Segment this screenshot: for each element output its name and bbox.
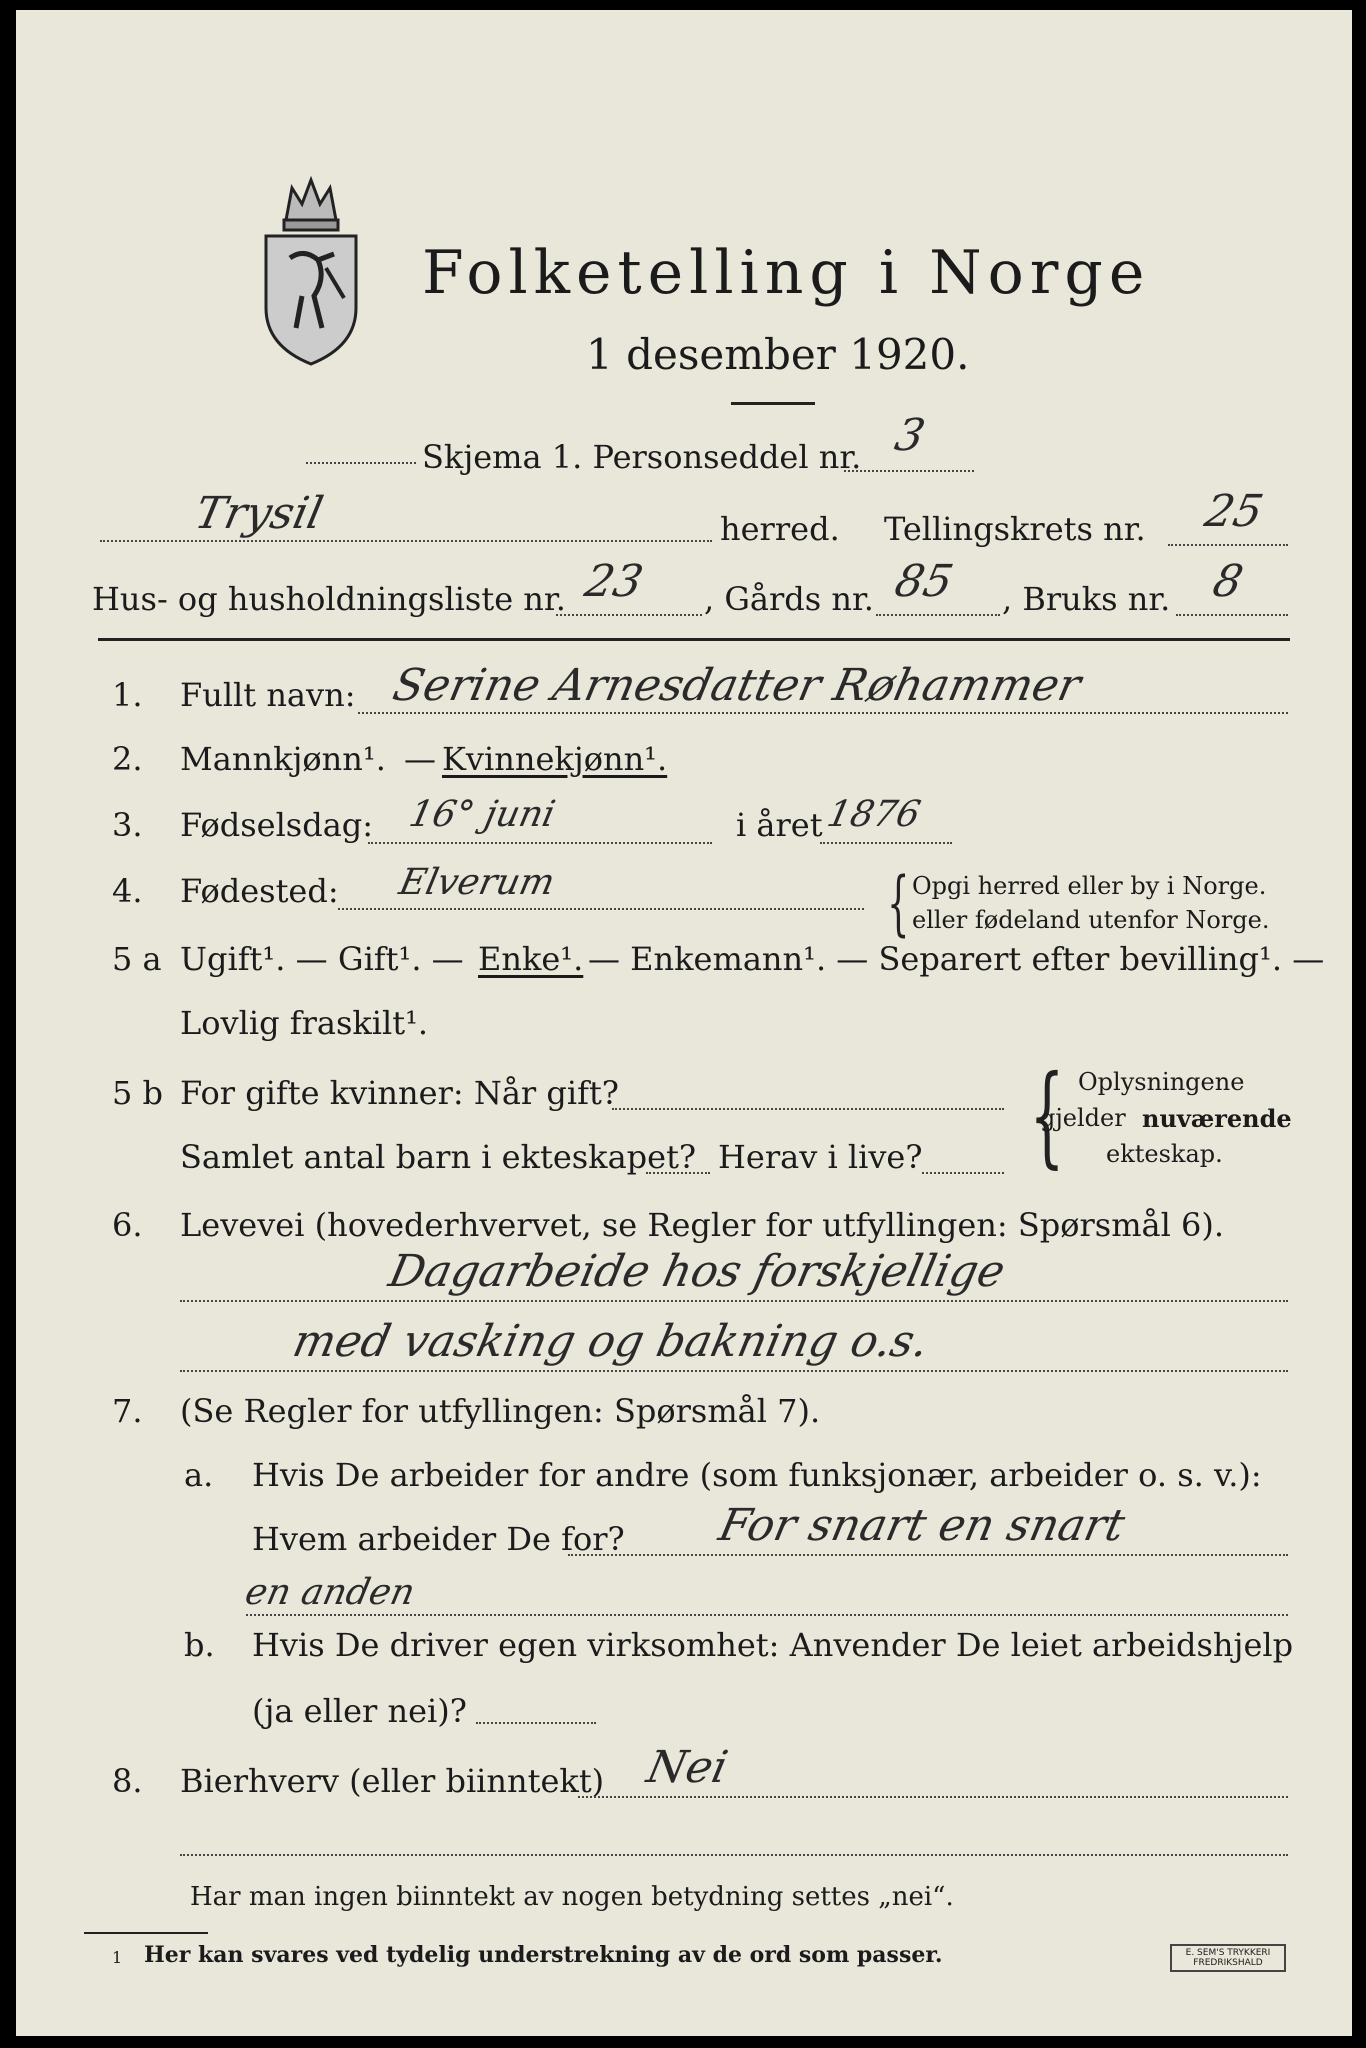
gards-label: , Gårds nr. (704, 580, 874, 618)
form-title: Folketelling i Norge (422, 238, 1151, 308)
q5b-brace: { (1029, 1051, 1065, 1179)
q4-brace: { (887, 862, 910, 944)
gards-value: 85 (890, 556, 958, 607)
q7b-number: b. (184, 1626, 215, 1664)
q8-value: Nei (642, 1742, 733, 1793)
q8-label: Bierhverv (eller biinntekt) (180, 1762, 605, 1800)
bruks-value: 8 (1208, 556, 1248, 607)
q5b-alive-line (922, 1172, 1004, 1174)
q6-value-line1: Dagarbeide hos forskjellige (384, 1246, 1010, 1297)
q7a-label1: Hvis De arbeider for andre (som funksjonær, arbeider o. s. v.): (252, 1456, 1262, 1494)
q1-full-name: Serine Arnesdatter Røhammer (388, 660, 1086, 711)
q5b-note-line2a: gjelder (1040, 1104, 1126, 1132)
tellingskrets-value: 25 (1200, 486, 1268, 537)
tellingskrets-line (1168, 544, 1288, 546)
title-divider (731, 402, 815, 405)
q8-number: 8. (112, 1762, 143, 1800)
q5a-enke: Enke¹. (478, 940, 584, 978)
q4-label: Fødested: (180, 872, 339, 910)
bruks-label: , Bruks nr. (1002, 580, 1171, 618)
q3-number: 3. (112, 806, 143, 844)
q5b-marriage-line (612, 1108, 1004, 1110)
footnote-rule (84, 1932, 208, 1934)
printer-stamp-line1: E. SEM'S TRYKKERI (1185, 1948, 1271, 1958)
q2-number: 2. (112, 740, 143, 778)
herred-line (100, 540, 712, 542)
schema-line (844, 470, 974, 472)
tellingskrets-label: Tellingskrets nr. (884, 510, 1146, 548)
q5a-gift: Gift¹. — (338, 940, 464, 978)
q3-line (368, 842, 712, 844)
q3-year-label: i året (736, 806, 823, 844)
q7b-label1: Hvis De driver egen virksomhet: Anvender De leiet arbeidshjelp (252, 1626, 1294, 1664)
census-date: 1 desember 1920. (586, 330, 970, 379)
q6-line2 (180, 1370, 1288, 1372)
q5a-line2: Lovlig fraskilt¹. (180, 1004, 429, 1042)
q2-male: Mannkjønn¹. (180, 740, 386, 778)
q2-separator: — (404, 740, 436, 778)
q8-line2 (180, 1854, 1288, 1856)
q5b-label1: For gifte kvinner: Når gift? (180, 1074, 619, 1112)
q6-line1 (180, 1300, 1288, 1302)
husholdningsliste-label: Hus- og husholdningsliste nr. (92, 580, 566, 618)
q7a-value-line2: en anden (241, 1572, 419, 1613)
q8-line1 (578, 1796, 1288, 1798)
q3-birthday: 16° juni (405, 794, 559, 835)
q5a-other-options: — Enkemann¹. — Separert efter bevilling¹. — (588, 940, 1325, 978)
q4-birthplace: Elverum (395, 862, 559, 903)
bruks-line (1176, 614, 1288, 616)
schema-value: 3 (890, 410, 930, 461)
norway-coat-of-arms-icon (256, 168, 366, 368)
q4-number: 4. (112, 872, 143, 910)
footnote-text: Her kan svares ved tydelig understrekning av de ord som passer. (144, 1942, 943, 1968)
q7a-label2: Hvem arbeider De for? (252, 1520, 625, 1558)
q5b-note-line1: Oplysningene (1078, 1068, 1245, 1096)
q5b-number: 5 b (112, 1074, 164, 1112)
q5a-ugift: Ugift¹. — (180, 940, 328, 978)
q6-number: 6. (112, 1206, 143, 1244)
q3-year-line (820, 842, 952, 844)
q1-number: 1. (112, 676, 143, 714)
q7b-label2: (ja eller nei)? (252, 1692, 467, 1730)
q4-note-line2: eller fødeland utenfor Norge. (912, 906, 1270, 934)
q6-value-line2: med vasking og bakning o.s. (288, 1316, 934, 1367)
q1-line (358, 712, 1288, 714)
q5b-label2: Samlet antal barn i ekteskapet? (180, 1138, 697, 1176)
q3-birth-year: 1876 (823, 794, 924, 835)
q7a-line2 (246, 1614, 1288, 1616)
nei-note: Har man ingen biinntekt av nogen betydning settes „nei“. (190, 1882, 954, 1912)
q5b-label3: Herav i live? (718, 1138, 923, 1176)
q7-number: 7. (112, 1392, 143, 1430)
printer-stamp-line2: FREDRIKSHALD (1193, 1958, 1263, 1968)
q5b-note-line3: ekteskap. (1106, 1140, 1223, 1168)
q5a-number: 5 a (112, 940, 162, 978)
q7a-line1 (568, 1554, 1288, 1556)
schema-leading-line (306, 462, 416, 464)
census-form (16, 10, 1352, 2036)
husholdningsliste-line (556, 614, 702, 616)
footnote-mark: 1 (112, 1948, 123, 1967)
q7a-value-line1: For snart en snart (714, 1500, 1130, 1551)
q7-label: (Se Regler for utfyllingen: Spørsmål 7). (180, 1392, 821, 1430)
q4-note-line1: Opgi herred eller by i Norge. (912, 872, 1267, 900)
q3-label: Fødselsdag: (180, 806, 374, 844)
q1-label: Fullt navn: (180, 676, 356, 714)
q2-female: Kvinnekjønn¹. (442, 740, 668, 778)
q5b-note-line2b: nuværende (1142, 1104, 1292, 1133)
q6-label: Levevei (hovederhvervet, se Regler for utfyllingen: Spørsmål 6). (180, 1206, 1225, 1244)
husholdningsliste-value: 23 (580, 556, 648, 607)
q5b-children-line (646, 1172, 710, 1174)
herred-value: Trysil (190, 488, 328, 539)
printer-stamp (1170, 1944, 1286, 1972)
gards-line (876, 614, 1000, 616)
herred-label: herred. (720, 510, 840, 548)
q7a-number: a. (184, 1456, 214, 1494)
q7b-line (476, 1722, 596, 1724)
header-rule (98, 638, 1290, 641)
schema-label: Skjema 1. Personseddel nr. (422, 438, 862, 476)
q4-line (338, 908, 864, 910)
